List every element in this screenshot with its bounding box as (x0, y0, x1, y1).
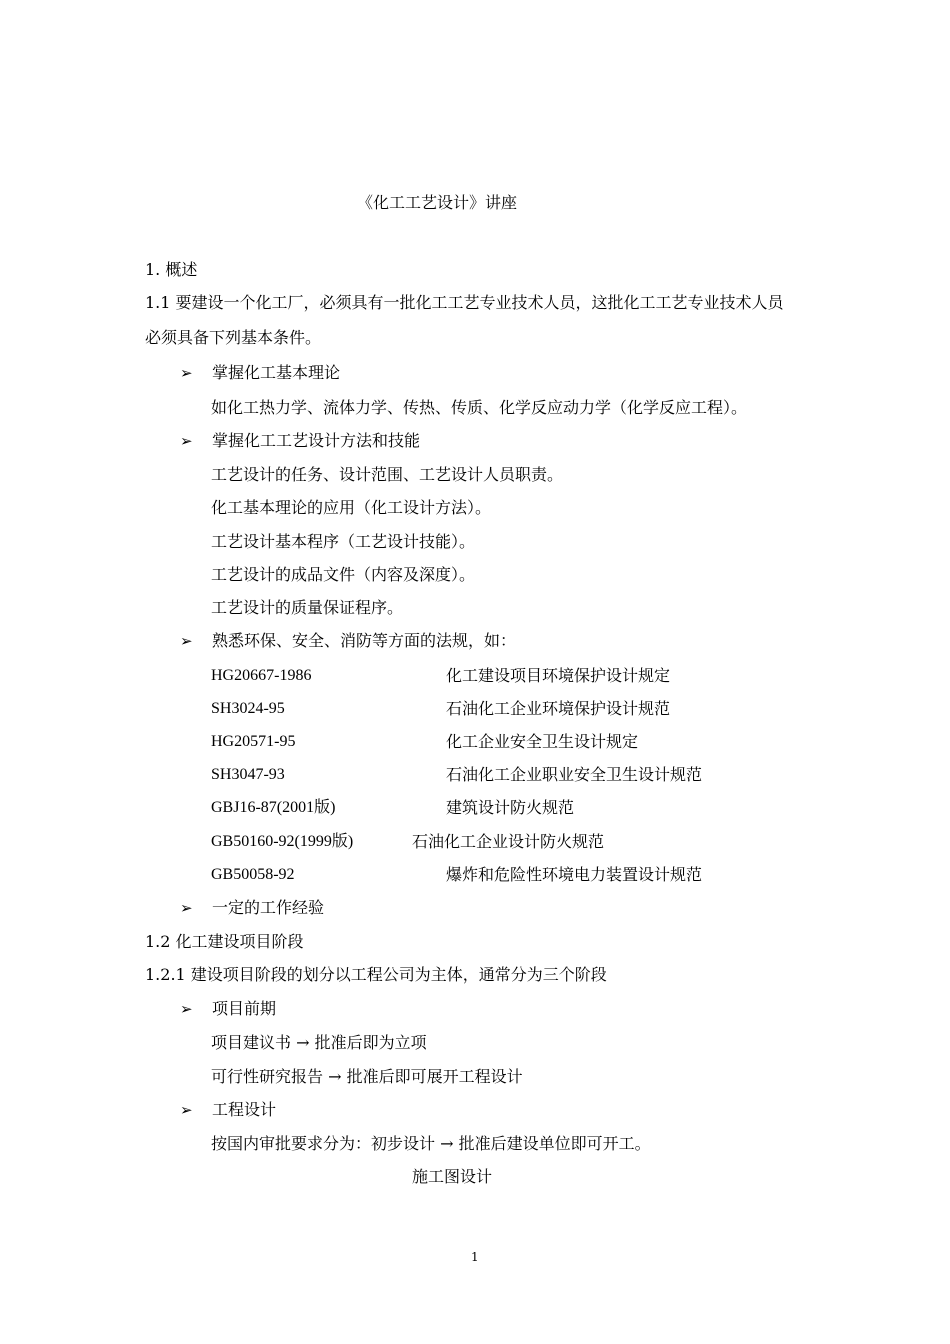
bullet-item: 掌握化工工艺设计方法和技能 (212, 431, 421, 450)
arrowhead-bullet-icon: ➢ (180, 899, 193, 917)
regulation-name: 石油化工企业职业安全卫生设计规范 (446, 765, 703, 784)
paragraph: 必须具备下列基本条件。 (145, 328, 322, 347)
arrowhead-bullet-icon: ➢ (180, 364, 193, 382)
bullet-item: 熟悉环保、安全、消防等方面的法规，如： (212, 631, 517, 650)
regulation-name: 化工建设项目环境保护设计规定 (446, 666, 671, 685)
arrowhead-bullet-icon: ➢ (180, 632, 193, 650)
arrowhead-bullet-icon: ➢ (180, 1101, 193, 1119)
paragraph: 1.1 要建设一个化工厂，必须具有一批化工工艺专业技术人员，这批化工工艺专业技术人员 (145, 293, 784, 312)
text-line: 工艺设计的质量保证程序。 (211, 598, 404, 617)
bullet-item: 工程设计 (212, 1100, 277, 1119)
text-line: 施工图设计 (412, 1167, 493, 1186)
text-line: 如化工热力学、流体力学、传热、传质、化学反应动力学（化学反应工程）。 (211, 398, 748, 417)
text-line: 项目建议书 → 批准后即为立项 (211, 1033, 427, 1052)
heading-1: 1. 概述 (145, 260, 198, 279)
regulation-code: SH3024-95 (211, 700, 285, 717)
arrowhead-bullet-icon: ➢ (180, 432, 193, 450)
regulation-name: 石油化工企业环境保护设计规范 (446, 699, 671, 718)
bullet-item: 一定的工作经验 (212, 898, 325, 917)
text-line: 可行性研究报告 → 批准后即可展开工程设计 (211, 1067, 523, 1086)
text-line: 工艺设计的任务、设计范围、工艺设计人员职责。 (211, 465, 564, 484)
bullet-item: 掌握化工基本理论 (212, 363, 341, 382)
regulation-code: GBJ16-87(2001版) (211, 799, 336, 816)
regulation-code: GB50058-92 (211, 866, 295, 883)
regulation-code: HG20667-1986 (211, 667, 312, 684)
document-title: 《化工工艺设计》讲座 (357, 193, 518, 212)
regulation-name: 石油化工企业设计防火规范 (412, 832, 605, 851)
text-line: 化工基本理论的应用（化工设计方法）。 (211, 498, 492, 517)
regulation-name: 爆炸和危险性环境电力装置设计规范 (446, 865, 703, 884)
bullet-item: 项目前期 (212, 999, 277, 1018)
text-line: 工艺设计基本程序（工艺设计技能）。 (211, 532, 476, 551)
page-number: 1 (471, 1250, 479, 1264)
regulation-code: SH3047-93 (211, 766, 285, 783)
regulation-name: 建筑设计防火规范 (446, 798, 575, 817)
regulation-code: GB50160-92(1999版) (211, 833, 354, 850)
heading-2: 1.2 化工建设项目阶段 (145, 932, 304, 951)
text-line: 工艺设计的成品文件（内容及深度）。 (211, 565, 476, 584)
arrowhead-bullet-icon: ➢ (180, 1000, 193, 1018)
heading-3: 1.2.1 建设项目阶段的划分以工程公司为主体，通常分为三个阶段 (145, 965, 607, 984)
text-line: 按国内审批要求分为：初步设计 → 批准后建设单位即可开工。 (211, 1134, 651, 1153)
regulation-code: HG20571-95 (211, 733, 296, 750)
regulation-name: 化工企业安全卫生设计规定 (446, 732, 639, 751)
